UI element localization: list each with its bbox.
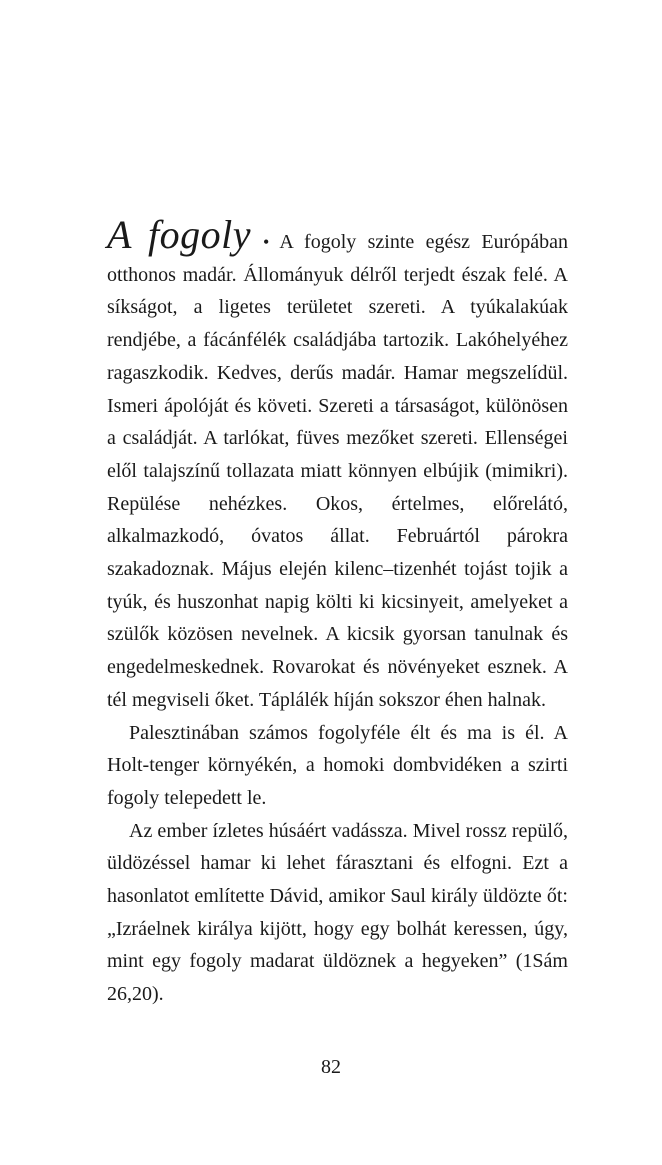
paragraph-text-1: A fogoly szinte egész Európában otthonos madár. Állományuk délről terjedt észak felé. A síkságot, a ligetes területet szereti. A tyúkalakúak rendjébe, a fácánfélék családjába tartozik. Lakóhelyéhez ragaszkodik. Kedves, derűs madár. Hamar megszelídül. Ismeri ápolóját és követi. Szereti a társaságot, különösen a családját. A tarlókat, füves mezőket szereti. Ellenségei elől talajszínű tollazata miatt könnyen elbújik (mimikri). Repülése nehézkes. Okos, értelmes, előrelátó, alkalmazkodó, óvatos állat. Februártól párokra szakadoznak. Május elején kilenc–tizenhét tojást tojik a tyúk, és huszonhat napig költi ki kicsinyeit, amelyeket a szülők közösen nevelnek. A kicsik gyorsan tanulnak és engedelmeskednek. Rovarokat és növényeket esznek. A tél megviseli őket. Táplálék híján sokszor éhen halnak. — [107, 231, 568, 711]
entry-paragraph-2: Palesztinában számos fogolyféle élt és ma is él. A Holt-tenger környékén, a homoki dombvidéken a szirti fogoly telepedett le. — [107, 721, 568, 809]
entry-paragraph-1 — [107, 212, 568, 717]
separator-bullet: • — [263, 232, 270, 252]
entry-paragraph-3: Az ember ízletes húsáért vadássza. Mivel rossz repülő, üldözéssel hamar ki lehet fárasztani és elfogni. Ezt a hasonlatot említette Dávid, amikor Saul király üldözte őt: „Izráelnek királya kijött, hogy egy bolhát keressen, úgy, mint egy fogoly madarat üldöznek a hegyeken” (1Sám 26,20). — [107, 819, 568, 1006]
page-number: 82 — [321, 1056, 341, 1078]
entry-text — [107, 212, 568, 1011]
entry-title: A fogoly — [107, 212, 252, 257]
